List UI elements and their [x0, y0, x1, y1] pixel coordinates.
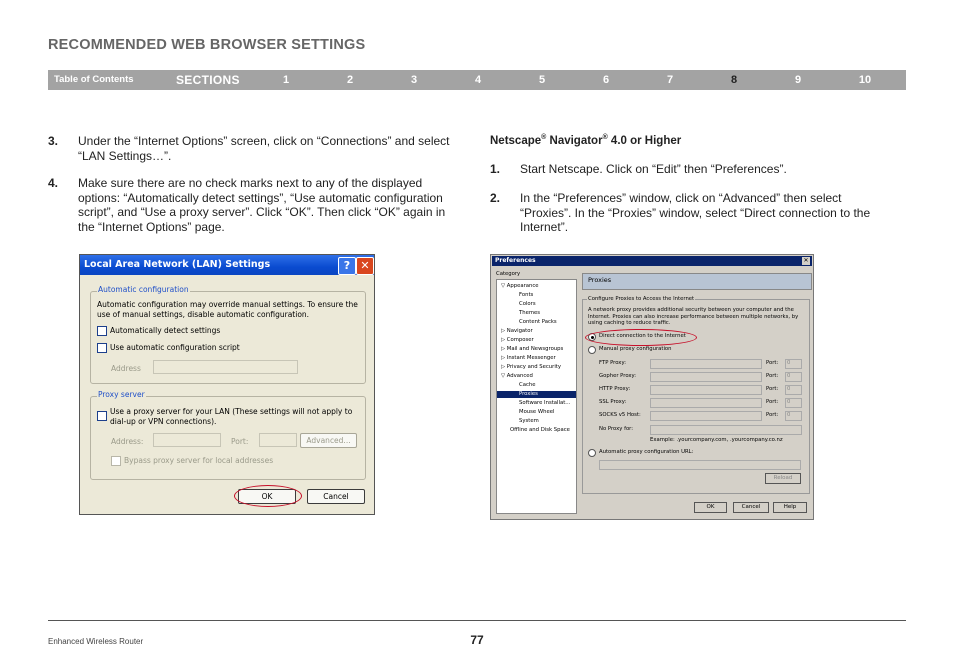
ok-highlight-ellipse	[234, 485, 302, 507]
ftp-proxy-input[interactable]	[650, 359, 762, 369]
direct-connection-label: Direct connection to the Internet	[599, 333, 686, 339]
cancel-button[interactable]: Cancel	[733, 502, 769, 513]
socks-port-input[interactable]: 0	[785, 411, 802, 421]
page-number: 77	[470, 633, 484, 647]
no-proxy-label: No Proxy for:	[599, 426, 634, 432]
http-proxy-label: HTTP Proxy:	[599, 386, 631, 392]
dialog-title: Preferences	[495, 257, 536, 264]
proxy-address-label: Address:	[111, 437, 144, 446]
tree-item[interactable]: Mouse Wheel	[519, 409, 555, 415]
no-proxy-input[interactable]	[650, 425, 802, 435]
gopher-proxy-label: Gopher Proxy:	[599, 373, 637, 379]
script-address-input[interactable]	[153, 360, 298, 374]
tree-item[interactable]: Fonts	[519, 292, 534, 298]
ok-button[interactable]: OK	[694, 502, 727, 513]
section-link-6[interactable]: 6	[602, 74, 610, 86]
dialog-titlebar	[80, 255, 374, 275]
http-proxy-input[interactable]	[650, 385, 762, 395]
tree-item[interactable]: ▷ Composer	[501, 337, 534, 343]
proxies-description: A network proxy provides additional security between your computer and the Internet. Proxies can also increase performance between multiple networks, by using caching to reduce traffic.	[588, 307, 799, 326]
section-link-8-active[interactable]: 8	[730, 74, 738, 86]
step-text: Under the “Internet Options” screen, click on “Connections” and select “LAN Settings…”.	[78, 134, 450, 163]
tree-item[interactable]: ▷ Mail and Newsgroups	[501, 346, 564, 352]
tree-item[interactable]: Software Installat...	[519, 400, 571, 406]
configure-proxies-group	[582, 296, 810, 494]
dialog-title: Local Area Network (LAN) Settings	[84, 259, 271, 270]
auto-config-description: Automatic configuration may override manual settings. To ensure the use of manual settings, disable automatic configuration.	[97, 300, 358, 319]
advanced-button[interactable]: Advanced...	[300, 433, 357, 448]
use-proxy-label: Use a proxy server for your LAN (These settings will not apply to dial-up or VPN connections).	[110, 407, 353, 426]
ssl-port-input[interactable]: 0	[785, 398, 802, 408]
tree-item[interactable]: ▽ Appearance	[501, 283, 539, 289]
step-text: Start Netscape. Click on “Edit” then “Preferences”.	[520, 162, 787, 176]
proxy-server-group	[90, 390, 366, 480]
section-link-10[interactable]: 10	[858, 74, 872, 86]
close-icon[interactable]: ✕	[803, 257, 809, 264]
socks-host-label: SOCKS v5 Host:	[599, 412, 641, 418]
help-button[interactable]: Help	[773, 502, 807, 513]
footer-divider	[48, 620, 906, 621]
page-title: RECOMMENDED WEB BROWSER SETTINGS	[48, 37, 366, 53]
group-label: Proxy server	[98, 390, 145, 399]
cancel-button[interactable]: Cancel	[307, 489, 365, 504]
port-label: Port:	[766, 373, 779, 379]
registered-mark: ®	[541, 134, 547, 141]
address-label: Address	[111, 364, 141, 373]
tree-item[interactable]: Cache	[519, 382, 536, 388]
tree-item[interactable]: ▷ Instant Messenger	[501, 355, 556, 361]
tree-item[interactable]: ▷ Privacy and Security	[501, 364, 562, 370]
no-proxy-example: Example: .yourcompany.com, .yourcompany.co.nz	[650, 437, 783, 443]
port-label: Port:	[766, 360, 779, 366]
proxy-port-label: Port:	[231, 437, 249, 446]
port-label: Port:	[766, 386, 779, 392]
gopher-port-input[interactable]: 0	[785, 372, 802, 382]
tree-item[interactable]: Content Packs	[519, 319, 557, 325]
section-link-7[interactable]: 7	[666, 74, 674, 86]
auto-config-url-input[interactable]	[599, 460, 801, 470]
group-label: Configure Proxies to Access the Internet	[588, 296, 695, 302]
step-text: Make sure there are no check marks next to any of the displayed options: “Automatically detect settings”, “Use automatic configuration script”, and “Use a proxy server”. Click “OK”. Then click “OK” again in the “Internet Options” page.	[78, 176, 446, 234]
section-nav-bar	[48, 70, 906, 90]
registered-mark: ®	[602, 134, 608, 141]
auto-config-url-label: Automatic proxy configuration URL:	[599, 449, 694, 455]
left-steps	[48, 134, 468, 244]
category-label: Category	[496, 271, 521, 277]
tree-item[interactable]: Colors	[519, 301, 536, 307]
socks-host-input[interactable]	[650, 411, 762, 421]
section-link-2[interactable]: 2	[346, 74, 354, 86]
subheading-part: Navigator	[546, 134, 603, 147]
tree-item[interactable]: ▷ Navigator	[501, 328, 533, 334]
close-icon[interactable]: ✕	[356, 257, 374, 275]
use-proxy-checkbox[interactable]	[97, 411, 107, 421]
subheading-part: 4.0 or Higher	[607, 134, 682, 147]
manual-config-label: Manual proxy configuration	[599, 346, 672, 352]
reload-button[interactable]: Reload	[765, 473, 801, 484]
section-link-4[interactable]: 4	[474, 74, 482, 86]
group-label: Automatic configuration	[98, 285, 189, 294]
panel-title: Proxies	[588, 276, 612, 284]
step-number: 4.	[48, 176, 59, 190]
table-of-contents-link[interactable]: Table of Contents	[54, 74, 134, 85]
dialog-titlebar	[492, 256, 812, 266]
footer-product-name: Enhanced Wireless Router	[48, 637, 144, 646]
bypass-label: Bypass proxy server for local addresses	[124, 456, 274, 465]
netscape-subheading	[490, 134, 681, 147]
step-text: In the “Preferences” window, click on “Advanced” then select “Proxies”. In the “Proxies” window, select “Direct connection to the Internet”.	[520, 191, 871, 234]
sections-label: SECTIONS	[176, 73, 240, 87]
section-link-9[interactable]: 9	[794, 74, 802, 86]
ssl-proxy-input[interactable]	[650, 398, 762, 408]
category-tree	[496, 279, 577, 514]
ssl-proxy-label: SSL Proxy:	[599, 399, 627, 405]
help-icon[interactable]: ?	[338, 257, 356, 275]
right-steps	[490, 162, 900, 237]
panel-header	[582, 273, 812, 290]
step-number: 2.	[490, 191, 501, 205]
tree-item[interactable]: ▽ Advanced	[501, 373, 533, 379]
bypass-checkbox[interactable]	[111, 456, 121, 466]
auto-config-url-radio[interactable]	[588, 449, 596, 457]
direct-connection-highlight-ellipse	[585, 329, 697, 346]
automatic-configuration-group	[90, 285, 366, 384]
proxy-address-input[interactable]	[153, 433, 221, 447]
subheading-part: Netscape	[490, 134, 542, 147]
auto-script-checkbox[interactable]	[97, 343, 107, 353]
ftp-proxy-label: FTP Proxy:	[599, 360, 626, 366]
ok-button[interactable]: OK	[238, 489, 296, 504]
tree-item[interactable]: Themes	[519, 310, 541, 316]
http-port-input[interactable]: 0	[785, 385, 802, 395]
tree-item[interactable]: System	[519, 418, 539, 424]
section-link-5[interactable]: 5	[538, 74, 546, 86]
preferences-dialog	[490, 254, 814, 520]
manual-config-radio[interactable]	[588, 346, 596, 354]
step-number: 1.	[490, 162, 501, 176]
auto-detect-checkbox[interactable]	[97, 326, 107, 336]
port-label: Port:	[766, 412, 779, 418]
tree-item[interactable]: Offline and Disk Space	[510, 427, 570, 433]
proxy-port-input[interactable]	[259, 433, 297, 447]
tree-item[interactable]: Proxies	[497, 391, 576, 398]
lan-settings-dialog	[79, 254, 375, 515]
section-link-3[interactable]: 3	[410, 74, 418, 86]
auto-detect-label: Automatically detect settings	[110, 326, 221, 335]
section-link-1[interactable]: 1	[282, 74, 290, 86]
step-number: 3.	[48, 134, 59, 148]
port-label: Port:	[766, 399, 779, 405]
auto-script-label: Use automatic configuration script	[110, 343, 240, 352]
ftp-port-input[interactable]: 0	[785, 359, 802, 369]
gopher-proxy-input[interactable]	[650, 372, 762, 382]
